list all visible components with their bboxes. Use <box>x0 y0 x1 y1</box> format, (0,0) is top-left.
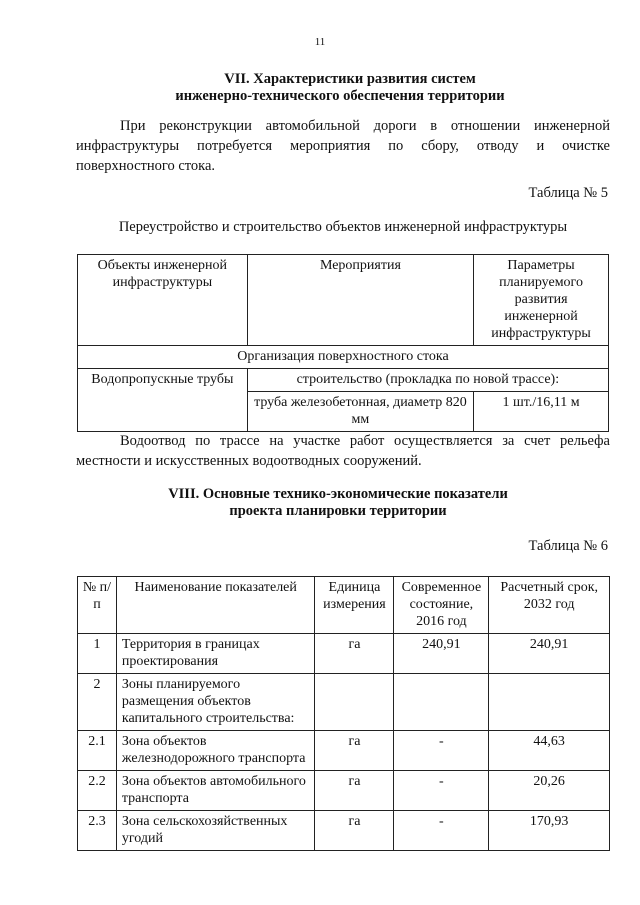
table-row <box>78 369 609 392</box>
table-cell-measure-note: строительство (прокладка по новой трассе): <box>247 369 608 392</box>
table-cell: 2.2 <box>78 771 117 811</box>
technical-economic-indicators-table <box>77 576 610 851</box>
table-header-cell: Мероприятия <box>247 255 473 346</box>
table-cell-measure: труба железобетонная, диаметр 820 мм <box>247 392 473 432</box>
table-cell: Зона сельскохозяйственных угодий <box>116 811 315 851</box>
table-6-label: Таблица № 6 <box>528 538 608 554</box>
table-header-cell: Единица измерения <box>315 577 394 634</box>
table-header-cell: Параметры планируемого развития инженерной инфраструктуры <box>474 255 609 346</box>
section-7-title-line-1: VII. Характеристики развития систем <box>224 71 476 87</box>
table-row <box>78 634 610 674</box>
table-row <box>78 771 610 811</box>
table-cell: 2.3 <box>78 811 117 851</box>
table-cell: - <box>394 771 489 811</box>
table-cell: 240,91 <box>489 634 610 674</box>
table-cell: га <box>315 731 394 771</box>
table-header-row <box>78 577 610 634</box>
table-header-cell: Современное состояние, 2016 год <box>394 577 489 634</box>
table-cell: 1 <box>78 634 117 674</box>
table-cell: - <box>394 811 489 851</box>
table-group-row <box>78 346 609 369</box>
table-row <box>78 811 610 851</box>
table-header-cell: № п/п <box>78 577 117 634</box>
table-cell: 240,91 <box>394 634 489 674</box>
table-header-row <box>78 255 609 346</box>
table-row <box>78 674 610 731</box>
table-cell-object: Водопропускные трубы <box>78 369 248 432</box>
section-7-after-paragraph: Водоотвод по трассе на участке работ осуществляется за счет рельефа местности и искусственных водоотводных сооружений. <box>76 433 610 469</box>
table-5-label: Таблица № 5 <box>528 185 608 201</box>
table-cell: Зона объектов железнодорожного транспорта <box>116 731 315 771</box>
table-cell: Зоны планируемого размещения объектов капитального строительства: <box>116 674 315 731</box>
table-5-caption: Переустройство и строительство объектов инженерной инфраструктуры <box>118 219 568 235</box>
table-cell: 44,63 <box>489 731 610 771</box>
section-8-title-line-2: проекта планировки территории <box>229 503 447 519</box>
table-cell-parameter: 1 шт./16,11 м <box>474 392 609 432</box>
group-label: Организация поверхностного стока <box>78 346 609 369</box>
table-header-cell: Объекты инженерной инфраструктуры <box>78 255 248 346</box>
table-cell: Зона объектов автомобильного транспорта <box>116 771 315 811</box>
page-number: 11 <box>314 36 326 48</box>
table-cell: 170,93 <box>489 811 610 851</box>
section-7-title-line-2: инженерно-технического обеспечения территории <box>175 88 505 104</box>
table-cell: 2 <box>78 674 117 731</box>
table-cell <box>489 674 610 731</box>
engineering-infrastructure-table <box>77 254 609 432</box>
table-cell: - <box>394 731 489 771</box>
table-header-cell: Наименование показателей <box>116 577 315 634</box>
table-cell: га <box>315 811 394 851</box>
section-8-title-line-1: VIII. Основные технико-экономические показатели <box>168 486 508 502</box>
table-header-cell: Расчетный срок, 2032 год <box>489 577 610 634</box>
table-cell: га <box>315 634 394 674</box>
table-cell <box>394 674 489 731</box>
table-cell: га <box>315 771 394 811</box>
section-7-paragraph: При реконструкции автомобильной дороги в отношении инженерной инфраструктуры потребуется мероприятия по сбору, отводу и очистке поверхностного стока. <box>76 118 610 174</box>
table-cell: Территория в границах проектирования <box>116 634 315 674</box>
table-cell: 20,26 <box>489 771 610 811</box>
table-row <box>78 731 610 771</box>
table-cell: 2.1 <box>78 731 117 771</box>
table-cell <box>315 674 394 731</box>
